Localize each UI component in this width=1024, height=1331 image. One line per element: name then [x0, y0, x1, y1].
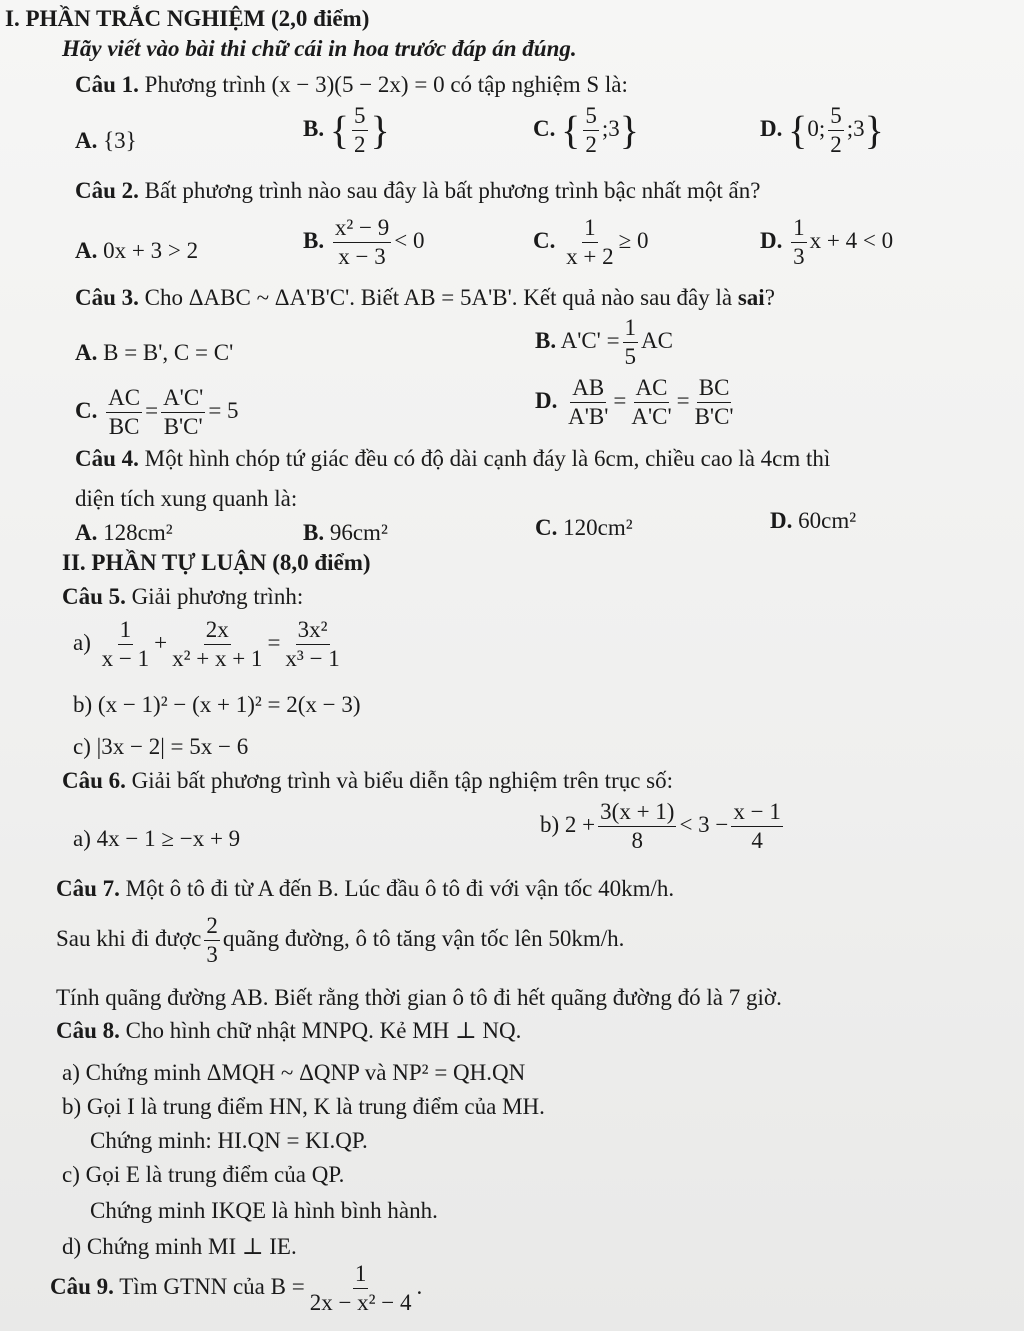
- q2-option-c: [533, 216, 648, 269]
- q3-opt-b-den: 5: [624, 344, 637, 370]
- q5-a-d3: x³ − 1: [285, 646, 340, 672]
- brace-symbol: }: [864, 107, 884, 153]
- q8-c2: Chứng minh IKQE là hình bình hành.: [90, 1198, 438, 1223]
- q3-opt-d-d2: A'C': [631, 404, 672, 430]
- q3-opt-c-n1: AC: [106, 386, 142, 413]
- q1-opt-b-num: 5: [352, 104, 368, 131]
- q7-frac-den: 3: [206, 942, 218, 968]
- q1-opt-a: {3}: [103, 128, 137, 153]
- q1-opt-d-num: 5: [828, 104, 844, 131]
- q1-opt-b-den: 2: [354, 132, 366, 158]
- q9-label: Câu 9.: [50, 1273, 114, 1299]
- q3-opt-c-d1: BC: [108, 414, 140, 440]
- q6-b-label: b): [540, 811, 560, 837]
- q4-opt-c-label: C.: [535, 515, 558, 540]
- brace-symbol: {: [329, 107, 350, 153]
- q2-opt-b-den: x − 3: [338, 244, 386, 270]
- q3-option-a: [75, 340, 233, 365]
- fraction: [170, 618, 264, 671]
- q3-opt-d-n1: AB: [570, 376, 606, 403]
- q1-opt-d-tail: ;3: [846, 115, 865, 141]
- fraction: [828, 104, 844, 157]
- fraction: [693, 376, 736, 429]
- q2-opt-a: 0x + 3 > 2: [103, 238, 199, 263]
- q6-b-n2: x − 1: [731, 800, 782, 827]
- q2-opt-b-label: B.: [303, 227, 325, 253]
- q1-opt-a-label: A.: [75, 128, 98, 153]
- q7-label: Câu 7.: [56, 876, 120, 901]
- q1-option-c: [533, 104, 639, 157]
- q4-opt-b-label: B.: [303, 520, 325, 545]
- q4-opt-b: 96cm²: [329, 520, 388, 545]
- q2-option-a: [75, 238, 198, 263]
- q6-label: Câu 6.: [62, 768, 126, 793]
- fraction: [566, 376, 610, 429]
- q3-opt-d-n3: BC: [697, 376, 732, 403]
- brace-symbol: {: [788, 107, 808, 153]
- q3-opt-c-n2: A'C': [161, 386, 205, 413]
- q1-opt-d-label: D.: [760, 115, 783, 141]
- q1-label: Câu 1.: [75, 72, 139, 97]
- q3-opt-a: B = B', C = C': [103, 340, 234, 365]
- q6-a-label: a): [73, 826, 91, 851]
- q5-stem: [62, 584, 303, 609]
- fraction: [100, 618, 151, 671]
- q1-option-a: [75, 128, 137, 153]
- fraction: [791, 216, 807, 269]
- q1-opt-b-label: B.: [303, 115, 325, 141]
- q6-b-d1: 8: [631, 828, 644, 854]
- q7-frac-num: 2: [204, 914, 220, 941]
- q2-label: Câu 2.: [75, 178, 139, 203]
- q6-b-head: 2 +: [564, 811, 596, 837]
- q3-label: Câu 3.: [75, 285, 139, 310]
- q3-opt-c-tail: = 5: [208, 397, 239, 423]
- q2-opt-c-den: x + 2: [566, 244, 614, 270]
- q8-b2: Chứng minh: HI.QN = KI.QP.: [90, 1128, 368, 1153]
- q4-opt-d-label: D.: [770, 508, 793, 533]
- q3-option-b: [535, 316, 673, 369]
- q2-opt-d-num: 1: [791, 216, 807, 243]
- q6-b-n1: 3(x + 1): [598, 800, 676, 827]
- q3-opt-d-d3: B'C': [694, 404, 734, 430]
- q7-text-line2-head: Sau khi đi được: [56, 925, 202, 951]
- q2-option-b: [303, 216, 424, 269]
- q7-line2: [56, 914, 624, 967]
- q6-b-d2: 4: [751, 828, 763, 854]
- q5-a-label: a): [73, 629, 91, 655]
- q8-d: d) Chứng minh MI ⊥ IE.: [62, 1234, 297, 1259]
- q4-option-d: [770, 508, 856, 533]
- q1-equation: (x − 3)(5 − 2x) = 0: [271, 72, 445, 97]
- q7-text-line2-tail: quãng đường, ô tô tăng vận tốc lên 50km/h.: [222, 925, 625, 951]
- fraction: [333, 216, 391, 269]
- q3-opt-b-num: 1: [623, 316, 639, 343]
- q1-opt-c-num: 5: [583, 104, 599, 131]
- q2-opt-a-label: A.: [75, 238, 98, 263]
- q2-option-d: [760, 216, 893, 269]
- q7-line1: [56, 876, 674, 901]
- q4-option-a: [75, 520, 173, 545]
- q8-c: c) Gọi E là trung điểm của QP.: [62, 1162, 345, 1187]
- q5-c-label: c): [73, 734, 91, 759]
- part2-title: II. PHẦN TỰ LUẬN (8,0 điểm): [62, 550, 371, 575]
- q5-b-label: b): [73, 692, 93, 717]
- fraction: [308, 1262, 414, 1315]
- q1-option-d: [760, 104, 884, 157]
- brace-symbol: }: [370, 107, 390, 153]
- q6-b: [540, 800, 786, 853]
- q9-text: Tìm GTNN của B =: [119, 1273, 305, 1299]
- q4-opt-a-label: A.: [75, 520, 98, 545]
- q6-stem: [62, 768, 673, 793]
- q4-text-line1: Một hình chóp tứ giác đều có độ dài cạnh đáy là 6cm, chiều cao là 4cm thì: [144, 446, 831, 471]
- fraction: [623, 316, 639, 369]
- q3-opt-c-d2: B'C': [163, 414, 203, 440]
- q5-b-expr: (x − 1)² − (x + 1)² = 2(x − 3): [97, 692, 361, 717]
- q5-c-expr: |3x − 2| = 5x − 6: [96, 734, 249, 759]
- q3-opt-d-d1: A'B': [568, 404, 609, 430]
- q2-opt-d-den: 3: [793, 244, 805, 270]
- q4-stem: [75, 446, 830, 471]
- q5-c: [73, 734, 248, 759]
- q2-opt-b-tail: < 0: [394, 227, 425, 253]
- q9-frac-num: 1: [353, 1262, 369, 1289]
- q1-text-a: Phương trình: [144, 72, 266, 97]
- q2-opt-b-num: x² − 9: [333, 216, 391, 243]
- q3-option-d: D. $\frac{AB}{A'B'}$ = $\frac{AC}{A'C'}$ = $\frac{BC}{B'C'}$: [535, 375, 734, 430]
- q4-opt-c: 120cm²: [563, 515, 633, 540]
- q3-opt-d-label: D.: [535, 387, 558, 413]
- q6-b-mid: < 3 −: [679, 811, 729, 837]
- q7-text-line1: Một ô tô đi từ A đến B. Lúc đầu ô tô đi với vận tốc 40km/h.: [125, 876, 675, 901]
- q4-stem-2: diện tích xung quanh là:: [75, 486, 298, 511]
- q5-a-d2: x² + x + 1: [172, 646, 263, 672]
- q3-option-c: C. $\frac{AC}{BC}$ = $\frac{A'C'}{B'C'}$ = 5: [75, 385, 239, 440]
- q5-a: a) $\frac{1}{x - 1}$ + $\frac{2x}{\text{x² + x + 1}}$ = $\frac{\text{3x²}}{\text{x³ − 1}}$: [73, 617, 340, 672]
- part1-instruction: Hãy viết vào bài thi chữ cái in hoa trước đáp án đúng.: [62, 36, 577, 61]
- q5-a-n3: 3x²: [296, 618, 330, 645]
- q3-opt-c-label: C.: [75, 397, 98, 423]
- fraction: [564, 216, 615, 269]
- q3-text-bold: sai: [737, 285, 765, 310]
- q3-opt-d-n2: AC: [634, 376, 670, 403]
- q2-opt-c-tail: ≥ 0: [618, 227, 649, 253]
- q1-stem: [75, 72, 628, 97]
- q4-opt-a: 128cm²: [103, 520, 173, 545]
- fraction: [598, 800, 676, 853]
- q5-label: Câu 5.: [62, 584, 126, 609]
- q6-a-expr: 4x − 1 ≥ −x + 9: [96, 826, 241, 851]
- q2-opt-d-label: D.: [760, 227, 783, 253]
- q8-label: Câu 8.: [56, 1018, 120, 1043]
- q8-stem: [56, 1018, 521, 1043]
- brace-symbol: }: [619, 107, 639, 153]
- q3-opt-b-label: B.: [535, 327, 557, 353]
- q1-text-b: có tập nghiệm S là:: [450, 72, 628, 97]
- fraction: [283, 618, 341, 671]
- q2-text: Bất phương trình nào sau đây là bất phương trình bậc nhất một ẩn?: [144, 178, 761, 203]
- q3-stem: [75, 285, 775, 310]
- q5-b: [73, 692, 361, 717]
- q5-a-d1: x − 1: [101, 646, 150, 672]
- q4-option-b: [303, 520, 388, 545]
- fraction: [106, 386, 142, 439]
- q4-opt-d: 60cm²: [798, 508, 857, 533]
- q8-a: a) Chứng minh ΔMQH ~ ΔQNP và NP² = QH.QN: [62, 1060, 526, 1085]
- q9-tail: .: [416, 1273, 423, 1299]
- q8-text: Cho hình chữ nhật MNPQ. Kẻ MH ⊥ NQ.: [125, 1018, 522, 1043]
- fraction: [583, 104, 599, 157]
- q1-option-b: [303, 104, 390, 157]
- q3-opt-b-tail: AC: [641, 327, 673, 353]
- q4-option-c: [535, 515, 633, 540]
- q3-text-a: Cho ΔABC ~ ΔA'B'C'. Biết AB = 5A'B'. Kết quả nào sau đây là: [144, 285, 733, 310]
- q1-opt-c-den: 2: [585, 132, 597, 158]
- q5-text: Giải phương trình:: [131, 584, 304, 609]
- fraction: [352, 104, 368, 157]
- q6-a: [73, 826, 240, 851]
- q2-opt-c-label: C.: [533, 227, 556, 253]
- fraction: [161, 386, 205, 439]
- q1-opt-c-label: C.: [533, 115, 556, 141]
- q1-opt-d-head: 0;: [807, 115, 826, 141]
- q7-line3: Tính quãng đường AB. Biết rằng thời gian ô tô đi hết quãng đường đó là 7 giờ.: [56, 985, 782, 1010]
- q6-text: Giải bất phương trình và biểu diễn tập nghiệm trên trục số:: [131, 768, 674, 793]
- q3-opt-a-label: A.: [75, 340, 98, 365]
- q3-text-end: ?: [764, 285, 775, 310]
- q9-stem: [50, 1262, 422, 1315]
- q2-opt-d-tail: x + 4 < 0: [809, 227, 894, 253]
- brace-symbol: {: [561, 107, 581, 153]
- part1-title: I. PHẦN TRẮC NGHIỆM (2,0 điểm): [5, 6, 370, 31]
- q5-a-n2: 2x: [204, 618, 231, 645]
- q1-opt-c-tail: ;3: [601, 115, 620, 141]
- fraction: [204, 914, 220, 967]
- q1-opt-d-den: 2: [830, 132, 842, 158]
- q5-a-n1: 1: [118, 618, 134, 645]
- fraction: [731, 800, 782, 853]
- q9-frac-den: 2x − x² − 4: [309, 1290, 412, 1316]
- q4-label: Câu 4.: [75, 446, 139, 471]
- q2-stem: [75, 178, 760, 203]
- fraction: [629, 376, 673, 429]
- q2-opt-c-num: 1: [582, 216, 598, 243]
- q3-opt-b-head: A'C' =: [560, 327, 620, 353]
- q8-b: b) Gọi I là trung điểm HN, K là trung điểm của MH.: [62, 1094, 545, 1119]
